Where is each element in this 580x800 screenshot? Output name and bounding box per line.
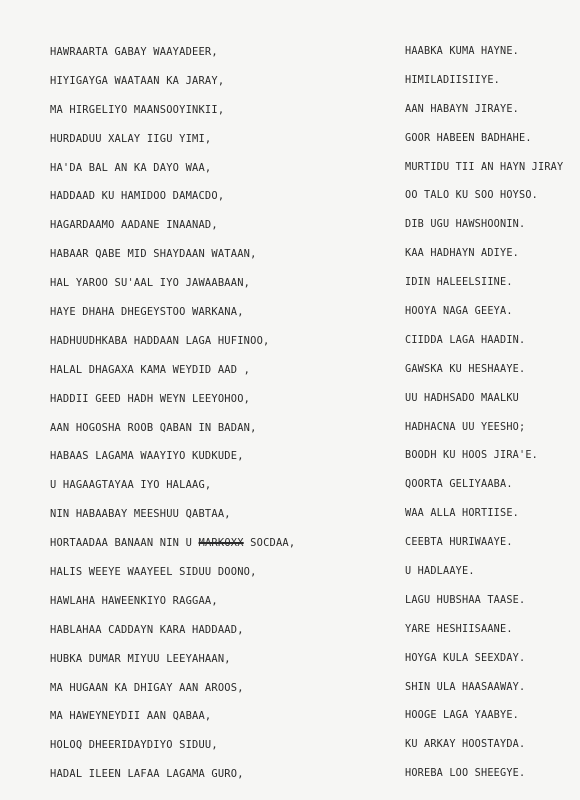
poem-line-right-15: BOODH KU HOOS JIRA'E. — [405, 450, 539, 462]
poem-line-right-1: HAABKA KUMA HAYNE. — [405, 46, 520, 57]
poem-line-left-2: HIYIGAYGA WAATAAN KA JARAY, — [50, 74, 225, 87]
poem-line-left-16: U HAGAAGTAYAA IYO HALAAG, — [50, 479, 212, 492]
struck-out-text: MARKOXX — [198, 537, 244, 550]
poem-line-right-17: WAA ALLA HORTIISE. — [405, 508, 520, 520]
poem-line-left-12: HALAL DHAGAXA KAMA WEYDID AAD , — [50, 363, 251, 376]
poem-line-right-25: KU ARKAY HOOSTAYDA. — [405, 739, 526, 751]
poem-line-left-9: HAL YAROO SU'AAL IYO JAWAABAAN, — [50, 277, 251, 290]
poem-line-left-18-end: SOCDAA, — [243, 537, 296, 550]
poem-line-left-3: MA HIRGELIYO MAANSOOYINKII, — [50, 103, 225, 116]
poem-line-right-8: KAA HADHAYN ADIYE. — [405, 248, 520, 260]
poem-line-left-25: HOLOQ DHEERIDAYDIYO SIDUU, — [50, 739, 218, 752]
poem-line-right-3: AAN HABAYN JIRAYE. — [405, 103, 520, 115]
poem-line-right-10: HOOYA NAGA GEEYA. — [405, 306, 513, 318]
poem-line-left-22: HUBKA DUMAR MIYUU LEEYAHAAN, — [50, 652, 231, 665]
poem-line-right-9: IDIN HALEELSIINE. — [405, 277, 513, 289]
poem-line-right-2: HIMILADIISIIYE. — [405, 74, 501, 86]
poem-line-right-5: MURTIDU TII AN HAYN JIRAY — [405, 161, 564, 173]
poem-line-left-20: HAWLAHA HAWEENKIYO RAGGAA, — [50, 594, 218, 607]
poem-line-right-19: U HADLAAYE. — [405, 566, 475, 578]
left-column — [50, 44, 380, 795]
poem-line-left-10: HAYE DHAHA DHEGEYSTOO WARKANA, — [50, 306, 244, 319]
poem-line-right-11: CIIDDA LAGA HAADIN. — [405, 334, 526, 346]
poem-line-left-26: HADAL ILEEN LAFAA LAGAMA GURO, — [50, 768, 244, 781]
poem-line-right-6: OO TALO KU SOO HOYSO. — [405, 190, 539, 202]
poem-line-right-21: YARE HESHIISAANE. — [405, 623, 513, 635]
poem-line-left-17: NIN HABAABAY MEESHUU QABTAA, — [50, 508, 231, 521]
poem-line-left-7: HAGARDAAMO AADANE INAANAD, — [50, 219, 218, 232]
poem-line-left-13: HADDII GEED HADH WEYN LEEYOHOO, — [50, 392, 251, 405]
poem-line-left-4: HURDADUU XALAY IIGU YIMI, — [50, 132, 212, 145]
poem-line-right-26: HOREBA LOO SHEEGYE. — [405, 768, 526, 780]
right-column — [405, 44, 580, 795]
poem-line-right-12: GAWSKA KU HESHAAYE. — [405, 363, 526, 375]
poem-line-right-20: LAGU HUBSHAA TAASE. — [405, 594, 526, 606]
poem-line-right-4: GOOR HABEEN BADHAHE. — [405, 132, 532, 144]
poem-line-right-13: UU HADHSADO MAALKU — [405, 392, 520, 404]
poem-line-left-5: HA'DA BAL AN KA DAYO WAA, — [50, 161, 212, 174]
poem-line-left-24: MA HAWEYNEYDII AAN QABAA, — [50, 710, 212, 723]
poem-line-left-18 — [50, 535, 380, 564]
poem-line-left-18-start: HORTAADAA BANAAN NIN U — [50, 537, 193, 550]
poem-line-left-8: HABAAR QABE MID SHAYDAAN WATAAN, — [50, 248, 257, 261]
poem-line-left-14: AAN HOGOSHA ROOB QABAN IN BADAN, — [50, 421, 257, 434]
poem-line-right-14: HADHACNA UU YEESHO; — [405, 421, 526, 433]
poem-line-left-23: MA HUGAAN KA DHIGAY AAN AROOS, — [50, 681, 244, 694]
poem-line-left-15: HABAAS LAGAMA WAAYIYO KUDKUDE, — [50, 450, 244, 463]
poem-line-right-7: DIB UGU HAWSHOONIN. — [405, 219, 526, 231]
poem-line-left-1: HAWRAARTA GABAY WAAYADEER, — [50, 46, 218, 58]
poem-line-right-16: QOORTA GELIYAABA. — [405, 479, 513, 491]
poem-line-left-19: HALIS WEEYE WAAYEEL SIDUU DOONO, — [50, 566, 257, 579]
poem-line-left-11: HADHUUDHKABA HADDAAN LAGA HUFINOO, — [50, 334, 270, 347]
poem-line-right-24: HOOGE LAGA YAABYE. — [405, 710, 520, 722]
poem-line-left-6: HADDAAD KU HAMIDOO DAMACDO, — [50, 190, 225, 203]
poem-line-right-23: SHIN ULA HAASAAWAY. — [405, 681, 526, 693]
poem-line-right-22: HOYGA KULA SEEXDAY. — [405, 652, 526, 664]
poem-line-left-21: HABLAHAA CADDAYN KARA HADDAAD, — [50, 623, 244, 636]
poem-line-right-18: CEEBTA HURIWAAYE. — [405, 537, 513, 549]
